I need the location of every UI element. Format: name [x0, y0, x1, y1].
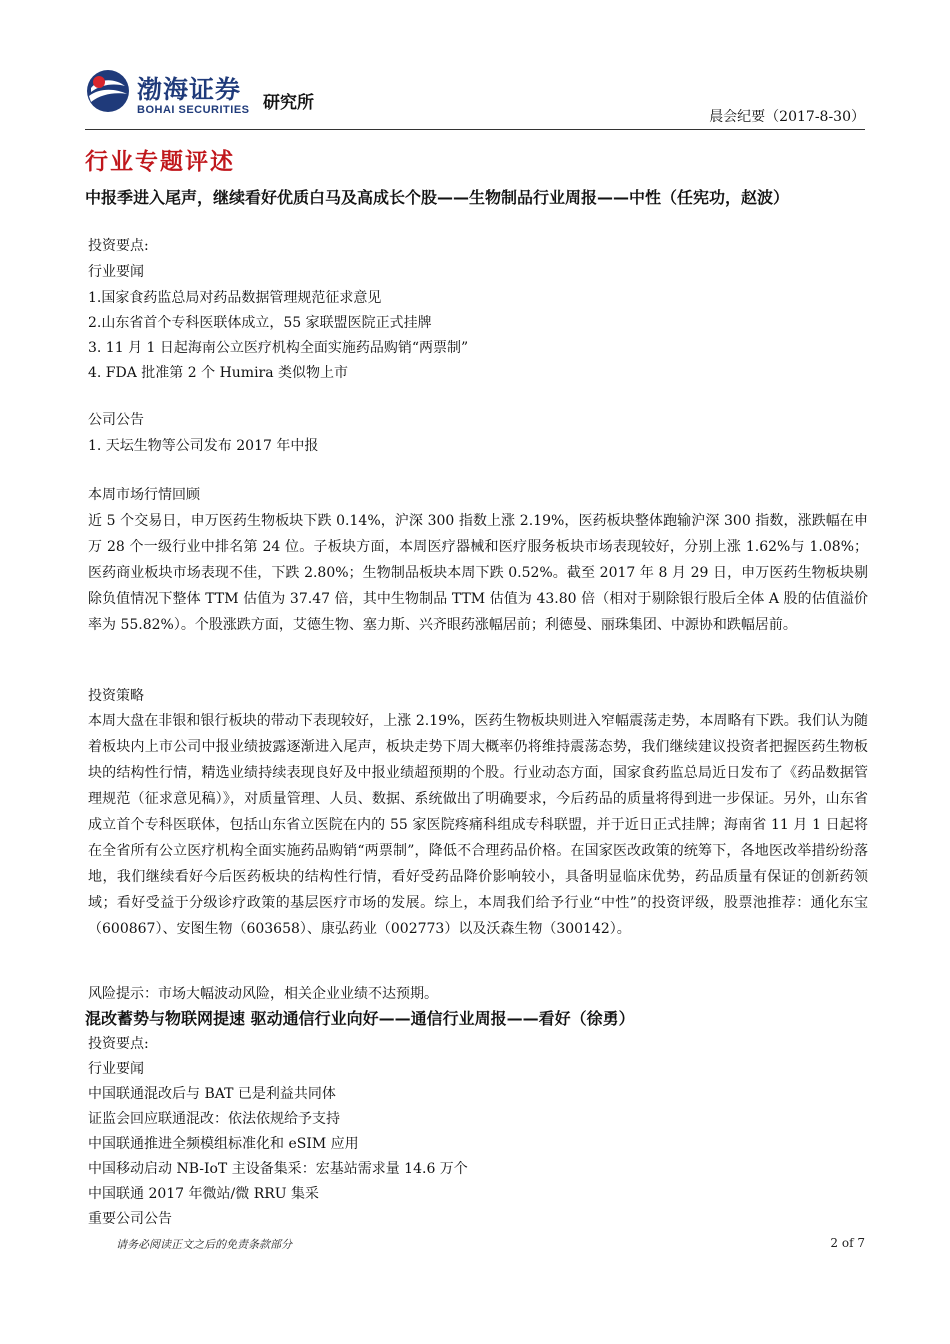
article-1-title: 中报季进入尾声，继续看好优质白马及高成长个股——生物制品行业周报——中性（任宪功，赵波）	[85, 188, 790, 207]
report-header	[85, 60, 865, 128]
article-1-key-points: 投资要点:	[88, 238, 149, 254]
disclaimer-note: 请务必阅读正文之后的免责条款部分	[116, 1238, 292, 1251]
news-item: 中国移动启动 NB-IoT 主设备集采：宏基站需求量 14.6 万个	[88, 1161, 468, 1177]
article-2-industry-news-heading: 行业要闻	[88, 1061, 144, 1077]
institute-label: 研究所	[263, 93, 314, 113]
article-2-key-points: 投资要点:	[88, 1036, 149, 1052]
news-item: 中国联通混改后与 BAT 已是利益共同体	[88, 1086, 336, 1102]
important-company-announcements-heading: 重要公司公告	[88, 1211, 172, 1227]
company-announcements-heading: 公司公告	[88, 412, 144, 428]
market-review-heading: 本周市场行情回顾	[88, 487, 200, 503]
section-title: 行业专题评述	[85, 149, 235, 175]
company-announcement-item: 1. 天坛生物等公司发布 2017 年中报	[88, 438, 319, 454]
bohai-logo-icon	[85, 68, 131, 114]
risk-warning: 风险提示：市场大幅波动风险，相关企业业绩不达预期。	[88, 986, 438, 1002]
logo-chinese-name: 渤海证券	[137, 75, 242, 104]
logo-english-name: BOHAI SECURITIES	[137, 104, 250, 116]
news-item: 中国联通 2017 年微站/微 RRU 集采	[88, 1186, 320, 1202]
market-review-paragraph: 近 5 个交易日，申万医药生物板块下跌 0.14%，沪深 300 指数上涨 2.19%，医药板块整体跑输沪深 300 指数，涨跌幅在申万 28 个一级行业中排名第 24 位。子板块方面，本周医疗器械和医疗服务板块市场表现较好，分别上涨 1.62%与 1.08%；医药商业板块市场表现不佳，下跌 2.80%；生物制品板块本周下跌 0.52%。截至 2017 年 8 月 29 日，申万医药生物板块剔除负值情况下整体 TTM 估值为 37.47 倍，其中生物制品 TTM 估值为 43.80 倍（相对于剔除银行股后全体 A 股的估值溢价率为 55.82%）。个股涨跌方面，艾德生物、塞力斯、兴齐眼药涨幅居前；利德曼、丽珠集团、中源协和跌幅居前。	[88, 513, 868, 633]
page-number: 2 of 7	[830, 1236, 865, 1250]
article-2-title: 混改蓄势与物联网提速 驱动通信行业向好——通信行业周报——看好（徐勇）	[85, 1009, 635, 1028]
news-item: 1.国家食药监总局对药品数据管理规范征求意见	[88, 290, 382, 306]
article-1-industry-news-heading: 行业要闻	[88, 264, 144, 280]
investment-strategy-paragraph: 本周大盘在非银和银行板块的带动下表现较好，上涨 2.19%，医药生物板块则进入窄幅震荡走势，本周略有下跌。我们认为随着板块内上市公司中报业绩披露逐渐进入尾声，板块走势下周大概率仍将维持震荡态势，我们继续建议投资者把握医药生物板块的结构性行情，精选业绩持续表现良好及中报业绩超预期的个股。行业动态方面，国家食药监总局近日发布了《药品数据管理规范（征求意见稿）》，对质量管理、人员、数据、系统做出了明确要求，今后药品的质量将得到进一步保证。另外，山东省成立首个专科医联体，包括山东省立医院在内的 55 家医院疼痛科组成专科联盟，并于近日正式挂牌；海南省 11 月 1 日起将在全省所有公立医疗机构全面实施药品购销“两票制”，降低不合理药品价格。在国家医改政策的统筹下，各地医改举措纷纷落地，我们继续看好今后医药板块的结构性行情，看好受药品降价影响较小，具备明显临床优势，药品质量有保证的创新药领域；看好受益于分级诊疗政策的基层医疗市场的发展。综上，本周我们给予行业“中性”的投资评级，股票池推荐：通化东宝（600867）、安图生物（603658）、康弘药业（002773）以及沃森生物（300142）。	[88, 713, 868, 937]
investment-strategy-heading: 投资策略	[88, 688, 144, 704]
header-divider	[85, 129, 865, 130]
news-item: 证监会回应联通混改：依法依规给予支持	[88, 1111, 340, 1127]
news-item: 中国联通推进全频模组标准化和 eSIM 应用	[88, 1136, 359, 1152]
news-item: 3. 11 月 1 日起海南公立医疗机构全面实施药品购销“两票制”	[88, 340, 469, 356]
news-item: 4. FDA 批准第 2 个 Humira 类似物上市	[88, 365, 349, 381]
document-title-date: 晨会纪要（2017-8-30）	[709, 109, 865, 125]
news-item: 2.山东省首个专科医联体成立，55 家联盟医院正式挂牌	[88, 315, 432, 331]
